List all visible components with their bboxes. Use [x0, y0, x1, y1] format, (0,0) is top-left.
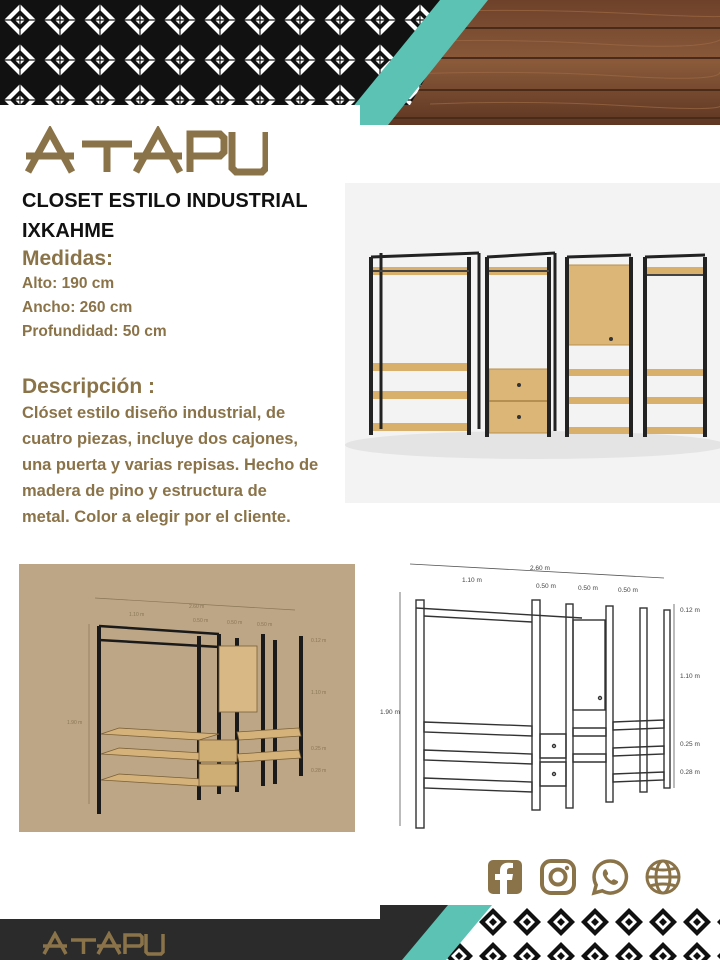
globe-icon[interactable]	[644, 858, 682, 896]
product-title-line2: IXKAHME	[22, 220, 115, 242]
plan-dim-height: 1.90 m	[380, 709, 400, 716]
description-line: una puerta y varias repisas. Hecho de	[22, 456, 319, 474]
description-line: madera de pino y estructura de	[22, 482, 267, 500]
render-dim-hang: 1.10 m	[311, 690, 327, 696]
plan-dim-wide: 1.10 m	[462, 577, 482, 584]
description-line: Clóset estilo diseño industrial, de	[22, 404, 286, 422]
plan-dim-gap2: 0.28 m	[680, 769, 700, 776]
render-dim-gap2: 0.28 m	[311, 768, 327, 774]
description-heading: Descripción :	[22, 375, 156, 398]
measure-depth: Profundidad: 50 cm	[22, 323, 167, 340]
plan-dim-top: 0.12 m	[680, 607, 700, 614]
instagram-icon[interactable]	[539, 858, 577, 896]
whatsapp-icon[interactable]	[591, 858, 629, 896]
render-dim-top: 0.12 m	[311, 638, 327, 644]
plan-dim-hang: 1.10 m	[680, 673, 700, 680]
plan-dim-a: 0.50 m	[536, 583, 556, 590]
plan-dim-c: 0.50 m	[618, 587, 638, 594]
description-text	[22, 400, 352, 530]
product-info	[22, 186, 352, 530]
measure-width: Ancho: 260 cm	[22, 299, 133, 316]
render-dim-gap1: 0.25 m	[311, 746, 327, 752]
brand-logo	[24, 126, 268, 176]
social-links	[486, 858, 682, 898]
render-dim-b: 0.50 m	[227, 620, 243, 626]
plan-dim-b: 0.50 m	[578, 585, 598, 592]
wood-panel	[0, 0, 720, 125]
render-dim-total: 2.60 m	[189, 604, 205, 610]
render-dim-wide: 1.10 m	[129, 612, 145, 618]
render-dim-height: 1.90 m	[67, 720, 83, 726]
plan-dim-gap1: 0.25 m	[680, 741, 700, 748]
footer-logo	[38, 931, 168, 956]
header-band	[0, 0, 720, 125]
facebook-icon[interactable]	[486, 858, 524, 896]
plan-dim-total: 2.60 m	[530, 565, 550, 572]
render-image	[19, 564, 355, 832]
measure-height: Alto: 190 cm	[22, 275, 115, 292]
render-dim-a: 0.50 m	[193, 618, 209, 624]
description-line: metal. Color a elegir por el cliente.	[22, 508, 291, 526]
measures-heading: Medidas:	[22, 247, 114, 270]
product-photo	[345, 183, 720, 503]
render-dim-c: 0.50 m	[257, 622, 273, 628]
plan-drawing	[374, 548, 720, 836]
description-line: cuatro piezas, incluye dos cajones,	[22, 430, 299, 448]
product-title-line1: CLOSET ESTILO INDUSTRIAL	[22, 190, 308, 212]
footer-band	[0, 905, 720, 960]
